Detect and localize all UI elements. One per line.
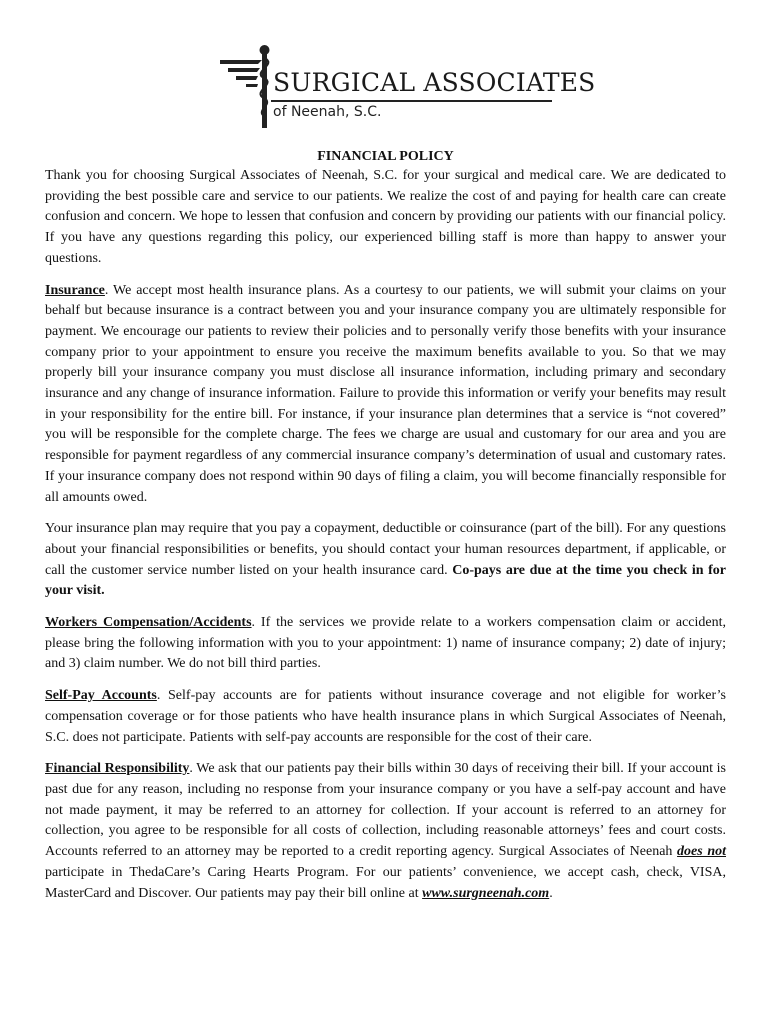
financial-heading: Financial Responsibility (45, 761, 190, 777)
copay-paragraph (45, 519, 726, 602)
page-title: FINANCIAL POLICY (317, 149, 454, 164)
payment-website-link[interactable]: www.surgneenah.com (422, 885, 550, 901)
financial-text: . We ask that our patients pay their bills within 30 days of receiving their bill. If your account is past due for any reason, including no response from your insurance company or you have a self-pay account and have not made payment, it may be referred to an attorney for collection. If your account is referred to an attorney for collection, you agree to be responsible for all costs of collection, including reasonable attorneys’ fees and court costs. Accounts referred to an attorney may be reported to a credit reporting agency. Surgical Associates of Neenah (45, 761, 726, 860)
intro-paragraph (45, 166, 726, 270)
workers-heading: Workers Compensation/Accidents (45, 615, 252, 631)
logo-wordmark: SURGICAL ASSOCIATES (273, 68, 596, 97)
workers-paragraph (45, 613, 726, 675)
selfpay-heading: Self-Pay Accounts (45, 688, 157, 704)
insurance-paragraph (45, 281, 726, 509)
selfpay-text: . Self-pay accounts are for patients without insurance coverage and not eligible for worker’s compensation coverage or for those patients who have health insurance plans in which Surgical Associates of Neenah, S.C. does not participate. Patients with self-pay accounts are responsible for the cost of their care. (45, 688, 727, 745)
selfpay-paragraph (45, 686, 726, 748)
does-not-emphasis: does not (677, 844, 727, 860)
financial-end: . (549, 885, 553, 901)
financial-text-2: participate in ThedaCare’s Caring Hearts Program. For our patients’ convenience, we accept cash, check, VISA, MasterCard and Discover. Our patients may pay their bill online at (45, 864, 726, 901)
logo-subtitle: of Neenah, S.C. (273, 104, 382, 120)
insurance-heading: Insurance (45, 282, 105, 298)
insurance-text: . We accept most health insurance plans. As a courtesy to our patients, we will submit your claims on your behalf but because insurance is a contract between you and your insurance company you are ultimately responsible for payment. We encourage our patients to review their policies and to personally verify those benefits with your insurance company prior to your appointment to ensure you receive the maximum benefits available to you. So that we may properly bill your insurance company you must disclose all insurance information, including primary and secondary insurance and any change of insurance information. Failure to provide this information or verify your benefits may result in your responsibility for the entire bill. For instance, if your insurance plan determines that a service is “not covered” you will be responsible for the complete charge. The fees we charge are usual and customary for our area and you are responsible for payment regardless of any commercial insurance company’s determination of usual and customary rates. If your insurance company does not respond within 90 days of filing a claim, you will become financially responsible for all amounts owed. (45, 282, 726, 505)
copay-notice: Co-pays are due at the time you check in for your visit. (45, 562, 727, 599)
copay-text: Your insurance plan may require that you pay a copayment, deductible or coinsurance (part of the bill). For any questions about your financial responsibilities or benefits, you should contact your human resources department, if applicable, or call the customer service number listed on your health insurance card. (45, 521, 726, 578)
financial-paragraph (45, 759, 726, 904)
logo-divider (271, 100, 552, 102)
intro-text: Thank you for choosing Surgical Associates of Neenah, S.C. for your surgical and medical care. We are dedicated to providing the best possible care and service to our patients. We realize the cost of and paying for health care can create confusion and concern. We hope to lessen that confusion and concern by providing our patients with our financial policy. If you have any questions regarding this policy, our experienced billing staff is more than happy to answer your questions. (45, 168, 726, 266)
policy-body (45, 148, 726, 915)
workers-text: . If the services we provide relate to a workers compensation claim or accident, please bring the following information with you to your appointment: 1) name of insurance company; 2) date of injury; and 3) claim number. We do not bill third parties. (45, 615, 726, 672)
